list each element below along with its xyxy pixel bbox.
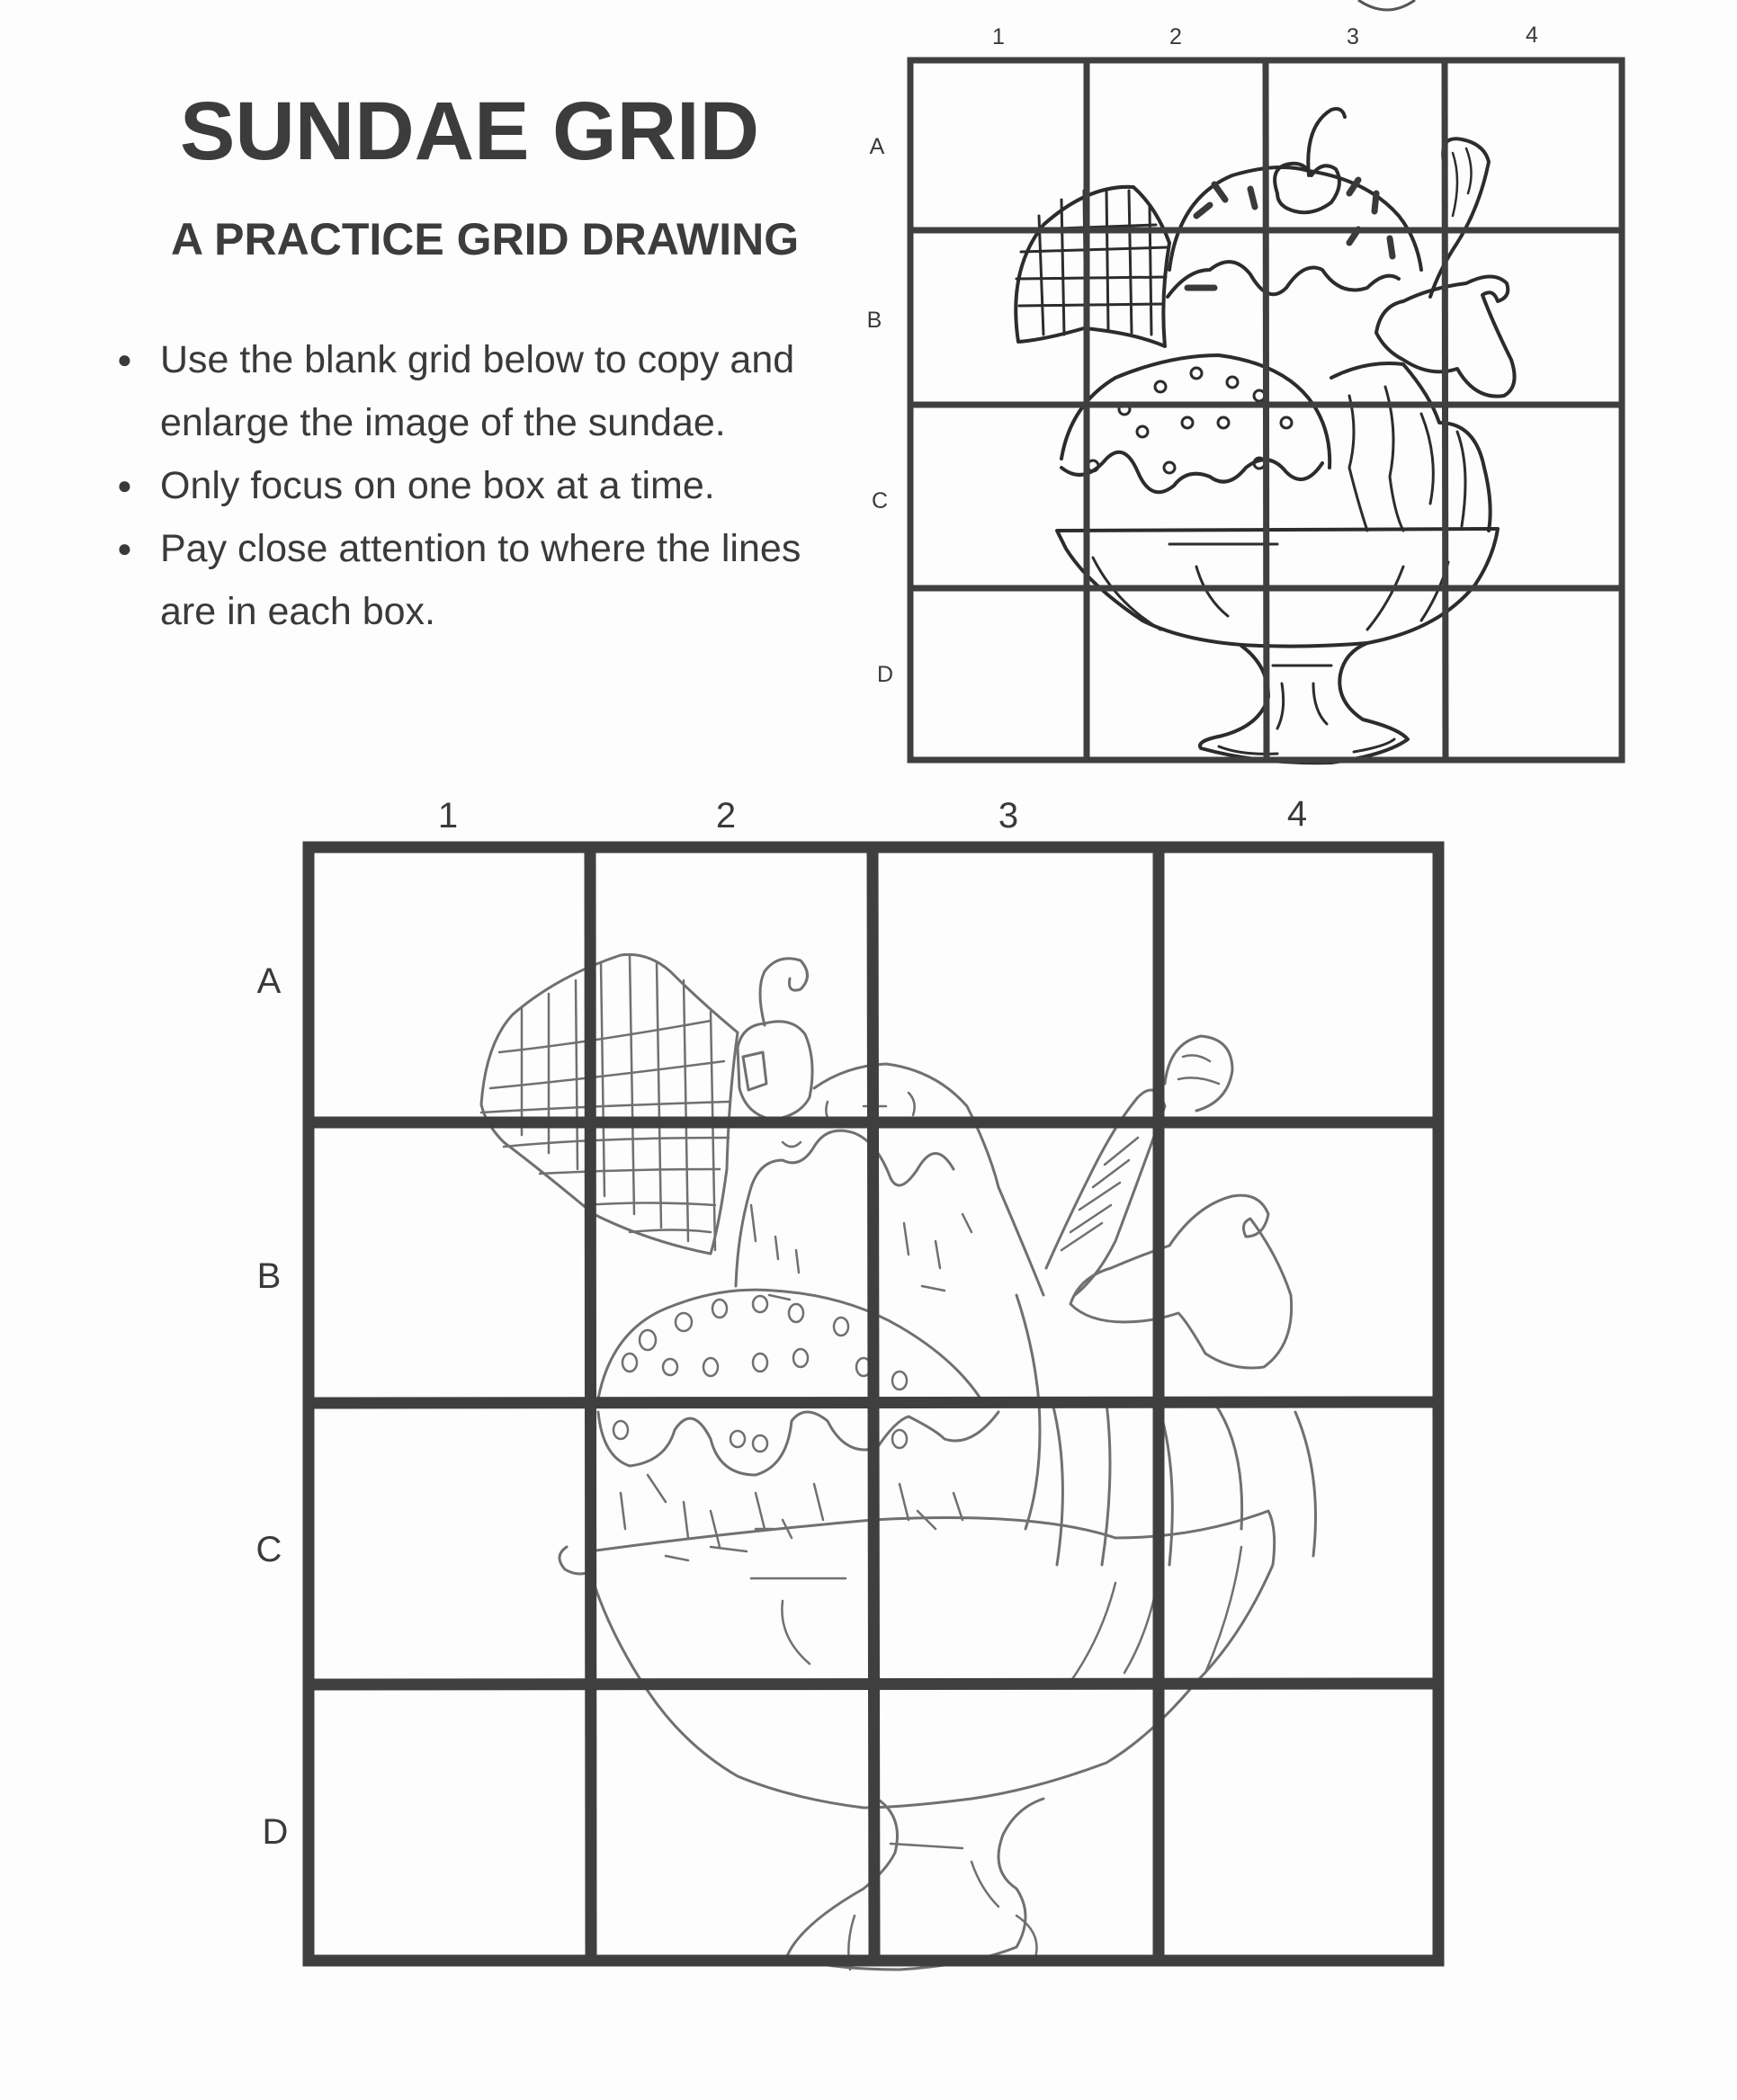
bullet-icon: ● — [117, 534, 132, 562]
scoop-dots — [1088, 368, 1292, 473]
reference-column-label: 3 — [1347, 24, 1359, 49]
front-scoop-drip — [1061, 452, 1322, 493]
waffle-grid-lines — [1016, 189, 1168, 335]
partial-circle-mark — [1358, 0, 1415, 10]
sketch-scoop-dots — [613, 1296, 907, 1452]
bullet-icon: ● — [117, 471, 132, 499]
instruction-text: Pay close attention to where the lines are in each box. — [160, 527, 801, 633]
sketch-cherry-highlight — [743, 1052, 766, 1090]
sketch-front-drip — [598, 1412, 998, 1475]
drawing-grid — [309, 847, 1438, 1961]
sketch-cherry — [738, 1022, 812, 1120]
reference-grid-col-line — [1445, 60, 1446, 760]
stem-base-outline — [1200, 643, 1408, 763]
reference-column-label: 4 — [1526, 22, 1538, 48]
page-subtitle: A PRACTICE GRID DRAWING — [171, 214, 800, 264]
reference-row-label: D — [876, 662, 894, 687]
drawing-row-label: C — [255, 1530, 282, 1569]
drawing-row-label: A — [256, 961, 282, 1001]
sketch-stem-base — [787, 1799, 1043, 1970]
sketch-top-scoop — [814, 1064, 1043, 1295]
reference-grid-col-line — [1266, 60, 1267, 760]
sprinkles — [1187, 180, 1392, 288]
bullet-icon: ● — [117, 345, 132, 373]
instruction-text: Only focus on one box at a time. — [160, 464, 715, 507]
reference-column-label: 1 — [992, 24, 1005, 49]
drawing-column-label: 4 — [1286, 794, 1308, 834]
instruction-text: Use the blank grid below to copy and enlarge the image of the sundae. — [160, 338, 795, 444]
sketch-wafer-stripes — [1061, 1055, 1219, 1250]
front-scoop-outline — [1061, 355, 1330, 468]
reference-row-label: C — [871, 488, 889, 514]
drawing-row-label: B — [256, 1256, 282, 1296]
top-scoop-drip — [1168, 262, 1399, 297]
wafer-stripes — [1453, 148, 1472, 216]
stem-highlights — [1219, 666, 1394, 754]
top-scoop-outline — [1169, 167, 1421, 270]
sketch-top-scoop-drip — [736, 1130, 954, 1286]
drawing-column-label: 2 — [715, 796, 737, 836]
wafer-stick — [1430, 139, 1489, 297]
drawing-column-label: 1 — [437, 796, 459, 836]
reference-row-label: B — [866, 308, 882, 333]
drawing-grid-row-line — [309, 1402, 1438, 1403]
drawing-row-label: D — [262, 1812, 289, 1852]
sketch-cherry-stem — [760, 959, 808, 1025]
drawing-column-label: 3 — [998, 796, 1019, 836]
reference-column-label: 2 — [1169, 24, 1182, 49]
hand-drawn-sundae-sketch — [481, 954, 1316, 1970]
waffle-outline — [1016, 187, 1169, 346]
page-title: SUNDAE GRID — [180, 85, 760, 177]
swirl-scoop — [1331, 363, 1491, 531]
sketch-whipped-cream — [1070, 1195, 1292, 1368]
sketch-waffle — [481, 954, 738, 1254]
sketch-bowl-highlights — [751, 1547, 1241, 1682]
sketch-wafer-tip — [1165, 1036, 1232, 1111]
reference-grid — [910, 60, 1622, 760]
reference-row-label: A — [869, 134, 885, 159]
